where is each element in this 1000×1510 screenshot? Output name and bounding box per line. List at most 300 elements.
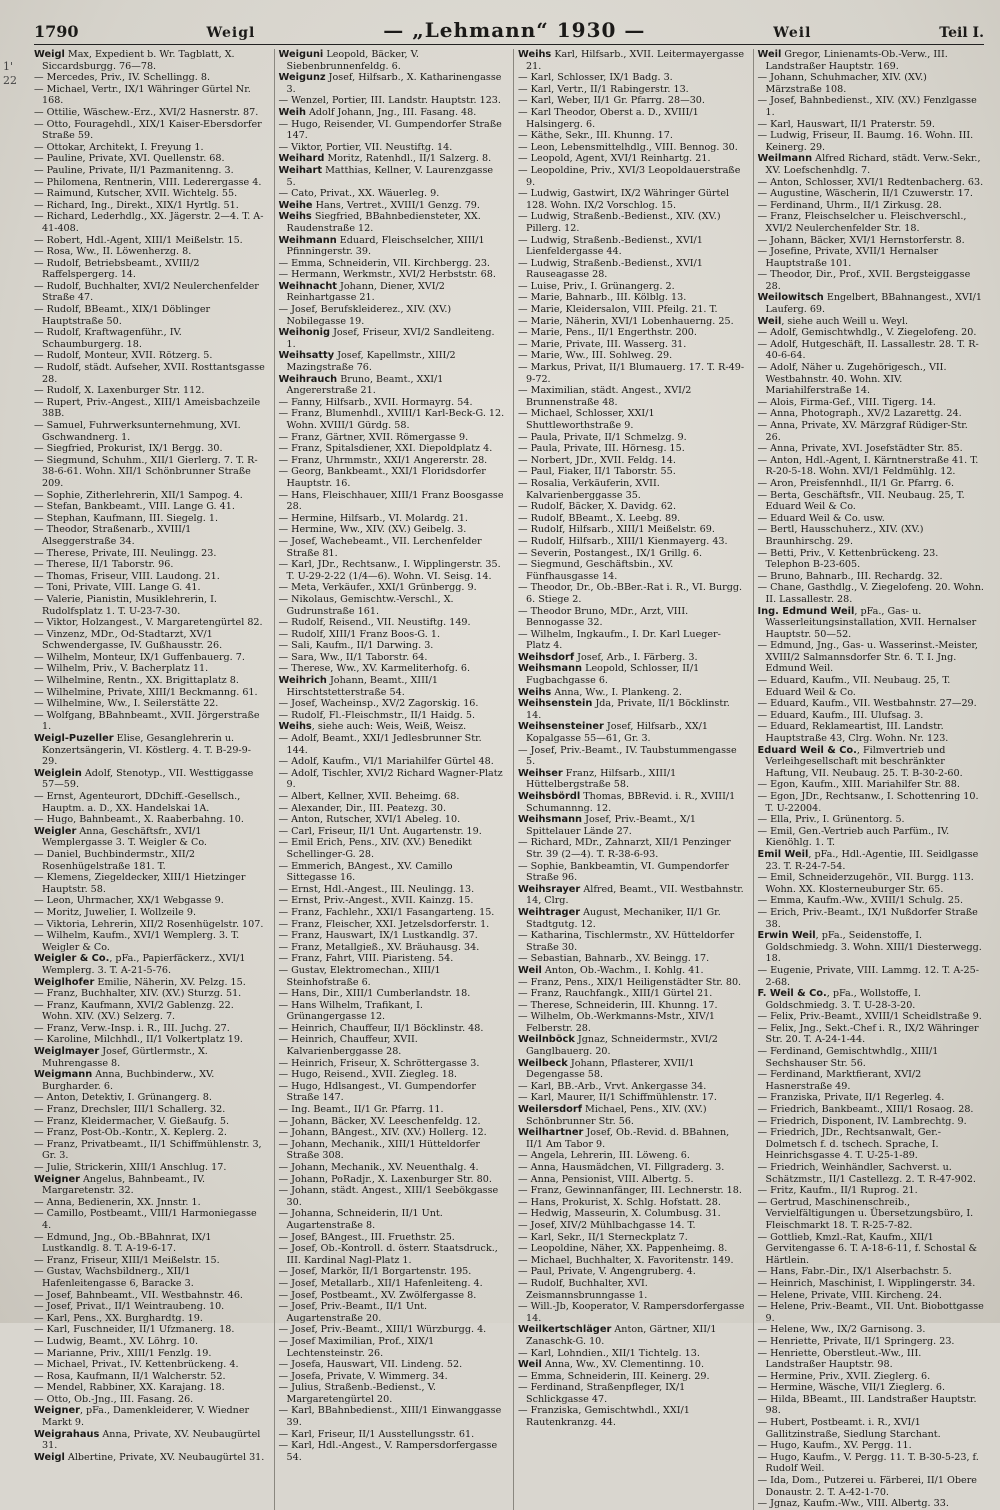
entry-text: — Karl, Vertr., II/1 Rabingerstr. 13. bbox=[518, 83, 689, 95]
entry-text: — Philomena, Rentnerin, VIII. Lederergasse 4. bbox=[34, 176, 262, 188]
entry-text: — Anna, Pensionist, VIII. Albertg. 5. bbox=[518, 1173, 694, 1185]
entry-text: — Ferdinand, Uhrm., II/1 Zirkusg. 28. bbox=[757, 199, 942, 211]
entry-text: — Franz, Verw.-Insp. i. R., III. Juchg. 27. bbox=[34, 1022, 230, 1034]
directory-entry bbox=[34, 1208, 266, 1231]
entry-text: — Siegmund, Schuhm., XII/1 Gierlerg. 7. T. R-38-6-61. Wohn. XII/1 Schönbrunner Straße 209. bbox=[34, 454, 258, 489]
directory-entry bbox=[758, 1092, 985, 1104]
entry-text: — Felix, Jng., Sekt.-Chef i. R., IX/2 Währinger Str. 20. T. A-24-1-44. bbox=[757, 1022, 979, 1046]
column-4 bbox=[753, 49, 985, 1510]
directory-entry bbox=[758, 443, 985, 455]
entry-text: — Leopoldine, Priv., XVI/3 Leopoldauerstraße 9. bbox=[518, 164, 741, 188]
directory-entry bbox=[279, 1116, 506, 1128]
entry-text: — Johann, städt. Angest., XIII/1 Seebökgasse 30. bbox=[278, 1185, 499, 1208]
entry-text: — Anton, Rutscher, XVI/1 Abeleg. 10. bbox=[278, 814, 461, 826]
directory-entry bbox=[758, 153, 985, 176]
directory-entry bbox=[34, 571, 266, 583]
entry-text: — Julie, Strickerin, XIII/1 Anschlug. 17. bbox=[34, 1162, 227, 1173]
entry-text: — Adolf, Tischler, XVI/2 Richard Wagner-Platz 9. bbox=[278, 767, 503, 791]
directory-entry bbox=[279, 119, 506, 142]
entry-text: — Leon, Uhrmacher, XX/1 Webgasse 9. bbox=[34, 895, 224, 907]
directory-entry bbox=[34, 246, 266, 258]
entry-text: — Karl Theodor, Oberst a. D., XVIII/1 Halsingerg. 6. bbox=[518, 106, 699, 130]
directory-entry bbox=[279, 72, 506, 95]
entry-text: — Franz, Metallgieß., XV. Bräuhausg. 34. bbox=[278, 941, 480, 953]
entry-text: — Hugo, Kaufm., V. Pergg. 11. T. B-30-5-23, f. Rudolf Weil. bbox=[757, 1451, 979, 1475]
entry-text: — Gertrud, Maschinenschreib., Vervielfältigungen u. Übersetzungsbüro, I. Fleischmarkt 18. T. R-25-7-82. bbox=[757, 1196, 974, 1231]
entry-text: — Karl, Pens., XX. Burghardtg. 19. bbox=[34, 1312, 203, 1324]
directory-entry bbox=[34, 617, 266, 629]
directory-entry bbox=[518, 95, 745, 107]
directory-entry bbox=[758, 524, 985, 547]
entry-text: — Josef, Privat., II/1 Weintraubeng. 10. bbox=[34, 1301, 225, 1313]
directory-entry bbox=[518, 1324, 745, 1347]
entry-headword: Weiglmayer bbox=[34, 1046, 100, 1058]
directory-entry bbox=[518, 1382, 745, 1405]
directory-entry bbox=[34, 1371, 266, 1383]
directory-entry bbox=[758, 1452, 985, 1475]
directory-entry bbox=[279, 721, 506, 733]
entry-text: — Eduard, Kaufm., III. Ulufsag. 3. bbox=[757, 709, 924, 721]
entry-text: — Emil, Gen.-Vertrieb auch Parfüm., IV. Kienöhlg. 1. T. bbox=[757, 825, 950, 849]
directory-entry bbox=[758, 420, 985, 443]
directory-entry bbox=[34, 1290, 266, 1302]
directory-entry bbox=[279, 455, 506, 467]
entry-text: Siegfried, BBahnbediensteter, XX. Raudenstraße 12. bbox=[286, 211, 481, 234]
directory-entry bbox=[758, 710, 985, 722]
directory-entry bbox=[279, 165, 506, 188]
entry-text: — Meta, Verkäufer., XXI/1 Grünbergg. 9. bbox=[278, 582, 477, 594]
directory-entry bbox=[34, 582, 266, 594]
entry-text: — Leopold, Agent, XVI/1 Reinhartg. 21. bbox=[518, 153, 711, 165]
entry-text: — Josef Maximilian, Prof., XIX/1 Lechtensteinstr. 26. bbox=[278, 1335, 435, 1359]
entry-headword: Weihs bbox=[518, 686, 552, 698]
entry-headword: Weihsenstein bbox=[518, 698, 593, 710]
directory-entry bbox=[758, 1290, 985, 1302]
directory-entry bbox=[758, 490, 985, 513]
entry-text: Josef, Priv.-Beamt., X/1 Spittelauer Lände 27. bbox=[526, 814, 697, 837]
directory-entry bbox=[34, 1452, 266, 1464]
directory-entry bbox=[758, 930, 985, 965]
directory-entry bbox=[279, 965, 506, 988]
entry-text: — Marianne, Priv., XIII/1 Fenzlg. 19. bbox=[34, 1347, 212, 1359]
entry-text: — Karl, Weber, II/1 Gr. Pfarrg. 28—30. bbox=[518, 95, 705, 107]
entry-text: — Anna, Private, XVI. Josefstädter Str. 85. bbox=[757, 443, 963, 455]
directory-entry bbox=[758, 408, 985, 420]
directory-entry bbox=[758, 211, 985, 234]
entry-text: — Rudolf, Hilfsarb., XIII/1 Kienmayerg. 43. bbox=[518, 535, 728, 547]
directory-entry bbox=[758, 826, 985, 849]
directory-entry bbox=[758, 1162, 985, 1185]
directory-entry bbox=[279, 582, 506, 594]
entry-text: , Filmvertrieb und Verleihgesellschaft mit beschränkter Haftung, VII. Neubaug. 25. T. B-30-2-60. bbox=[765, 744, 963, 779]
entry-text: — Valerie, Pianistin, Musiklehrerin, I. Rudolfsplatz 1. T. U-23-7-30. bbox=[34, 593, 217, 617]
directory-entry bbox=[518, 953, 745, 965]
directory-entry bbox=[34, 872, 266, 895]
entry-text: Emilie, Näherin, XV. Pelzg. 15. bbox=[94, 976, 246, 988]
directory-entry bbox=[518, 698, 745, 721]
directory-entry bbox=[34, 1139, 266, 1162]
entry-headword: Weihsatty bbox=[278, 350, 335, 362]
entry-text: — Henriette, Oberstleut.-Ww., III. Landstraßer Hauptstr. 98. bbox=[757, 1347, 922, 1371]
directory-entry bbox=[518, 1185, 745, 1197]
directory-entry bbox=[758, 1440, 985, 1452]
page-title: — „Lehmann“ 1930 — bbox=[383, 18, 646, 42]
directory-entry bbox=[34, 513, 266, 525]
directory-entry bbox=[518, 930, 745, 953]
directory-entry bbox=[518, 1255, 745, 1267]
entry-text: — Rosalia, Verkäuferin, XVII. Kalvarienberggasse 35. bbox=[518, 477, 660, 501]
directory-entry bbox=[279, 490, 506, 513]
directory-entry bbox=[279, 49, 506, 72]
entry-text: Leopold, Bäcker, V. Siebenbrunnenfeldg. 6. bbox=[286, 49, 419, 72]
directory-entry bbox=[518, 142, 745, 154]
directory-entry bbox=[34, 988, 266, 1000]
entry-text: — Ferdinand, Marktfierant, XVI/2 Hasnerstraße 49. bbox=[757, 1069, 922, 1092]
entry-text: — Aron, Preisfennhdl., II/1 Gr. Pfarrg. 6. bbox=[757, 477, 955, 489]
directory-entry bbox=[518, 721, 745, 744]
entry-text: — Anton, Detektiv, I. Grünangerg. 8. bbox=[34, 1092, 212, 1104]
directory-entry bbox=[34, 304, 266, 327]
directory-entry bbox=[34, 849, 266, 872]
entry-text: — Friedrich, JDr., Rechtsanwalt, Ger.-Dolmetsch f. d. tschech. Sprache, I. Heinrichsgasse 4. T. U-25-1-89. bbox=[757, 1127, 942, 1162]
entry-text: — Adolf, Gemischtwhdlg., V. Ziegelofeng. 20. bbox=[757, 327, 977, 339]
entry-text: — Adolf, Näher u. Zugehörigesch., VII. Westbahnstr. 40. Wohn. XIV. Mariahilferstraße 14. bbox=[757, 362, 947, 397]
directory-entry bbox=[279, 188, 506, 200]
directory-entry bbox=[518, 687, 745, 699]
directory-entry bbox=[518, 327, 745, 339]
entry-text: — Karl, JDr., Rechtsanw., I. Wipplingerstr. 35. T. U-29-2-22 (1/4—6). Wohn. VI. Seisg. 14. bbox=[278, 559, 501, 582]
entry-text: — Ludwig, Beamt., XV. Löhrg. 10. bbox=[34, 1335, 198, 1347]
entry-headword: Weiglhofer bbox=[34, 976, 95, 988]
entry-text: — Josef, Berufskleiderez., XIV. (XV.) Nobilegasse 19. bbox=[278, 304, 452, 327]
entry-text: — Angela, Lehrerin, III. Löweng. 6. bbox=[518, 1150, 690, 1162]
directory-entry bbox=[279, 1034, 506, 1057]
directory-entry bbox=[518, 292, 745, 304]
directory-entry bbox=[279, 919, 506, 931]
entry-text: — Hans, Prokurist, X. Schlg. Hofstatt. 28. bbox=[518, 1196, 721, 1208]
entry-text: — Leopoldine, Näher, XX. Pappenheimg. 8. bbox=[518, 1243, 728, 1255]
directory-entry bbox=[518, 536, 745, 548]
directory-entry bbox=[758, 49, 985, 72]
directory-entry bbox=[34, 235, 266, 247]
directory-entry bbox=[518, 1011, 745, 1034]
entry-headword: Weihsensteiner bbox=[518, 721, 604, 733]
entry-text: — Theodor, Straßenarb., XVIII/1 Alseggerstraße 34. bbox=[34, 524, 192, 547]
entry-text: — Ferdinand, Straßenpfleger, IX/1 Schlickgasse 47. bbox=[518, 1382, 686, 1405]
directory-entry bbox=[279, 861, 506, 884]
directory-entry bbox=[34, 1023, 266, 1035]
directory-entry bbox=[279, 1324, 506, 1336]
directory-entry bbox=[279, 1174, 506, 1186]
entry-text: — Stefan, Bankbeamt., VIII. Lange G. 41. bbox=[34, 501, 235, 513]
directory-entry bbox=[34, 698, 266, 710]
entry-text: Albertine, Private, XV. Neubaugürtel 31. bbox=[64, 1451, 265, 1463]
entry-text: — Emma, Kaufm.-Ww., XVIII/1 Schulg. 25. bbox=[757, 895, 964, 907]
directory-entry bbox=[518, 258, 745, 281]
entry-text: — Paula, Private, II/1 Schmelzg. 9. bbox=[518, 431, 687, 443]
entry-text: — Egon, JDr., Rechtsanw., I. Schottenring 10. T. U-22004. bbox=[757, 791, 979, 814]
directory-entry bbox=[758, 791, 985, 814]
directory-entry bbox=[518, 791, 745, 814]
entry-text: — Anton, Hdl.-Agent, I. Kärntnerstraße 41. T. R-20-5-18. Wohn. XVI/1 Feldmühlg. 12. bbox=[757, 454, 979, 478]
directory-entry bbox=[34, 362, 266, 385]
entry-text: — Georg, Bankbeamt., XXI/1 Floridsdorfer Hauptstr. 16. bbox=[278, 466, 486, 489]
entry-text: — Ludwig, Straßenb.-Bedienst., XIV. (XV.) Pillerg. 12. bbox=[518, 211, 721, 234]
directory-entry bbox=[34, 1000, 266, 1023]
directory-entry bbox=[758, 1348, 985, 1371]
entry-text: , pFa., Wollstoffe, I. Goldschmiedg. 3. T. U-28-3-20. bbox=[765, 988, 921, 1011]
directory-entry bbox=[34, 84, 266, 107]
directory-entry bbox=[758, 965, 985, 988]
directory-entry bbox=[758, 177, 985, 189]
entry-text: — Karl, Maurer, II/1 Schiffmühlenstr. 17. bbox=[518, 1092, 717, 1104]
directory-entry bbox=[279, 443, 506, 455]
directory-entry bbox=[758, 675, 985, 698]
directory-entry bbox=[34, 153, 266, 165]
entry-text: Johann, Beamt., XIII/1 Hirschtstetterstraße 54. bbox=[286, 675, 439, 698]
directory-entry bbox=[518, 1371, 745, 1383]
directory-entry bbox=[518, 1348, 745, 1360]
directory-entry bbox=[518, 768, 745, 791]
column-2 bbox=[274, 49, 506, 1510]
entry-text: Anton, Gärtner, XII/1 Zanaschk-G. 10. bbox=[526, 1324, 717, 1347]
directory-entry bbox=[758, 269, 985, 292]
directory-entry bbox=[34, 281, 266, 304]
directory-entry bbox=[34, 119, 266, 142]
entry-headword: Weigner bbox=[34, 1405, 80, 1417]
directory-entry bbox=[34, 490, 266, 502]
entry-text: Alfred Richard, städt. Verw.-Sekr., XV. Loefschenhdlg. 7. bbox=[765, 153, 981, 176]
directory-entry bbox=[34, 177, 266, 189]
entry-text: Moritz, Ratenhdl., II/1 Salzerg. 8. bbox=[324, 153, 492, 165]
entry-text: Josef, Hilfsarb., XX/1 Kopalgasse 55—61, Gr. 3. bbox=[526, 721, 709, 745]
entry-text: — Helene, Private, VIII. Kircheng. 24. bbox=[757, 1289, 942, 1301]
entry-text: — Rudolf, BBeamt., XIX/1 Döblinger Hauptstraße 50. bbox=[34, 304, 211, 327]
entry-text: Karl, Hilfsarb., XVII. Leitermayergasse 21. bbox=[526, 49, 745, 72]
entry-text: — Norbert, JDr., XVII. Feldg. 14. bbox=[518, 454, 676, 466]
directory-entry bbox=[34, 710, 266, 733]
directory-entry bbox=[34, 165, 266, 177]
entry-text: , siehe auch: Weis, Weiß, Weisz. bbox=[311, 721, 467, 733]
directory-entry bbox=[279, 594, 506, 617]
entry-text: — Emmerich, BAngest., XV. Camillo Sittegasse 16. bbox=[278, 860, 453, 884]
entry-text: Anton, Ob.-Wachm., I. Kohlg. 41. bbox=[541, 964, 704, 976]
directory-entry bbox=[279, 153, 506, 165]
part-label: Teil I. bbox=[939, 25, 984, 41]
directory-entry bbox=[279, 304, 506, 327]
entry-text: — Hubert, Postbeamt. i. R., XVI/1 Gallitzinstraße, Siedlung Starchant. bbox=[757, 1417, 941, 1440]
entry-text: — Helene, Priv.-Beamt., VII. Unt. Biobottgasse 9. bbox=[757, 1301, 984, 1324]
entry-text: — Henriette, Private, II/1 Springerg. 23. bbox=[757, 1335, 955, 1347]
directory-entry bbox=[758, 478, 985, 490]
margin-marks: 1' 22 bbox=[3, 60, 17, 87]
entry-text: — Gustav, Wachsbildnerg., XII/1 Hafenleitengasse 6, Baracke 3. bbox=[34, 1266, 194, 1289]
entry-text: — Heinrich, Friseur, X. Schröttergasse 3. bbox=[278, 1057, 480, 1069]
directory-columns bbox=[34, 49, 984, 1510]
directory-entry bbox=[279, 710, 506, 722]
left-running-head: Weigl bbox=[206, 25, 256, 41]
entry-text: — Ida, Dom., Putzerei u. Färberei, II/1 Obere Donaustr. 2. T. A-42-1-70. bbox=[757, 1475, 977, 1498]
entry-text: — Fanny, Hilfsarb., XVII. Hormayrg. 54. bbox=[278, 396, 473, 408]
directory-entry bbox=[518, 548, 745, 560]
directory-entry bbox=[279, 1127, 506, 1139]
entry-text: — Pauline, Private, II/1 Pazmanitenng. 3. bbox=[34, 164, 234, 176]
entry-text: Matthias, Kellner, V. Laurenzgasse 5. bbox=[286, 164, 494, 188]
directory-entry bbox=[34, 385, 266, 397]
entry-headword: Weihsmann bbox=[518, 663, 583, 675]
entry-text: — Albert, Kellner, XVII. Beheimg. 68. bbox=[278, 791, 460, 802]
entry-text: — Theodor, Dr., Ob.-BBer.-Rat i. R., VI. Burgg. 6. Stiege 2. bbox=[518, 582, 743, 605]
entry-text: — Viktor, Portier, VII. Neustiftg. 14. bbox=[278, 141, 453, 153]
directory-entry bbox=[279, 211, 506, 234]
entry-text: — Michael, Vertr., IX/1 Währinger Gürtel Nr. 168. bbox=[34, 83, 251, 107]
directory-entry bbox=[34, 895, 266, 907]
entry-text: — Johann, BAngest., XIV. (XV.) Hollerg. 12. bbox=[278, 1127, 487, 1139]
entry-headword: Weilowitsch bbox=[757, 292, 824, 304]
entry-text: — Josef, Markör, II/1 Borgartenstr. 195. bbox=[278, 1266, 472, 1278]
entry-text: — Leon, Lebensmittelhdlg., VIII. Bennog. 30. bbox=[518, 141, 738, 153]
entry-text: — Toni, Private, VIII. Lange G. 41. bbox=[34, 582, 201, 594]
entry-text: — Paula, Private, III. Hörnesg. 15. bbox=[518, 443, 685, 455]
entry-text: — Katharina, Tischlermstr., XV. Hütteldorfer Straße 30. bbox=[518, 930, 735, 953]
page-number: 1790 bbox=[34, 22, 79, 41]
entry-text: — Rosa, Kaufmann, II/1 Walcherstr. 52. bbox=[34, 1370, 226, 1382]
entry-text: — Josefine, Private, XVII/1 Hernalser Hauptstraße 101. bbox=[757, 246, 939, 269]
directory-entry bbox=[518, 606, 745, 629]
directory-entry bbox=[518, 466, 745, 478]
entry-headword: Weilbeck bbox=[518, 1057, 568, 1069]
entry-text: Engelbert, BBahnangest., XVI/1 Lauferg. 69. bbox=[765, 292, 982, 316]
entry-text: — Siegmund, Geschäftsbin., XV. Fünfhausgasse 14. bbox=[518, 559, 674, 582]
directory-entry bbox=[34, 663, 266, 675]
entry-text: — Franz, Post-Ob.-Kontr., X. Keplerg. 2. bbox=[34, 1127, 227, 1139]
entry-text: — Marie, Private, III. Wasserg. 31. bbox=[518, 338, 687, 350]
directory-entry bbox=[518, 1081, 745, 1093]
entry-text: — Franz, Uhrmmstr., XXI/1 Angererstr. 28. bbox=[278, 454, 488, 466]
entry-text: Thomas, BBRevid. i. R., XVIII/1 Schumannng. 12. bbox=[526, 791, 736, 814]
entry-text: Hans, Vertret., XVIII/1 Genzg. 79. bbox=[312, 199, 480, 211]
entry-text: Josef, Gürtlermstr., X. Muhrengasse 8. bbox=[42, 1046, 208, 1069]
directory-entry bbox=[279, 1429, 506, 1441]
directory-entry bbox=[279, 1232, 506, 1244]
entry-text: — Josef, Metallarb., XII/1 Hafenleiteng. 4. bbox=[278, 1277, 483, 1289]
entry-text: — Michael, Privat., IV. Kettenbrückeng. 4. bbox=[34, 1359, 239, 1371]
directory-entry bbox=[279, 756, 506, 768]
directory-entry bbox=[518, 316, 745, 328]
entry-text: — Wilhelm, Priv., V. Bacherplatz 11. bbox=[34, 663, 209, 675]
directory-entry bbox=[518, 304, 745, 316]
directory-entry bbox=[518, 977, 745, 989]
entry-text: — Josef, Priv.-Beamt., II/1 Unt. Augartenstraße 20. bbox=[278, 1301, 428, 1324]
entry-text: — Eugenie, Private, VIII. Lammg. 12. T. A-25-2-68. bbox=[757, 964, 979, 988]
directory-entry bbox=[34, 1266, 266, 1289]
entry-text: — Franz, Fachlehr., XXI/1 Fasangarteng. 15. bbox=[278, 906, 495, 918]
directory-entry bbox=[518, 1220, 745, 1232]
entry-text: — Rudolf, städt. Aufseher, XVII. Rosttantsgasse 28. bbox=[34, 362, 265, 385]
entry-headword: Weigl bbox=[34, 1451, 65, 1463]
directory-entry bbox=[34, 687, 266, 699]
directory-entry bbox=[518, 1162, 745, 1174]
directory-entry bbox=[518, 559, 745, 582]
entry-text: — Wilhelmine, Rentn., XX. Brigittaplatz 8. bbox=[34, 675, 239, 687]
directory-entry bbox=[518, 837, 745, 860]
directory-entry bbox=[758, 1498, 985, 1510]
directory-entry bbox=[758, 455, 985, 478]
directory-entry bbox=[279, 698, 506, 710]
entry-text: — Ella, Priv., I. Grünentorg. 5. bbox=[757, 814, 905, 826]
directory-entry bbox=[758, 1394, 985, 1417]
directory-entry bbox=[34, 1046, 266, 1069]
directory-entry bbox=[34, 1104, 266, 1116]
entry-text: — Helene, Ww., IX/2 Garnisong. 3. bbox=[757, 1324, 926, 1336]
entry-text: — Alois, Firma-Gef., VIII. Tigerg. 14. bbox=[757, 396, 936, 408]
entry-text: — Hugo, Reisend., XVII. Ziegleg. 18. bbox=[278, 1069, 457, 1081]
directory-entry bbox=[518, 1301, 745, 1324]
directory-entry bbox=[758, 1382, 985, 1394]
directory-entry bbox=[758, 292, 985, 315]
entry-text: August, Mechaniker, II/1 Gr. Stadtgutg. 12. bbox=[526, 906, 721, 930]
entry-text: — Augustine, Wäscherin, II/1 Czuwerstr. 17. bbox=[757, 188, 973, 200]
entry-text: — Josefa, Hauswart, VII. Lindeng. 52. bbox=[278, 1359, 463, 1371]
entry-text: — Thomas, Friseur, VIII. Laudong. 21. bbox=[34, 570, 220, 582]
entry-text: — Franziska, Gemischtwhdl., XXI/1 Rautenkranzg. 44. bbox=[518, 1405, 690, 1429]
directory-entry bbox=[518, 1266, 745, 1278]
directory-entry bbox=[518, 107, 745, 130]
entry-text: — Johann, Schuhmacher, XIV. (XV.) Märzstraße 108. bbox=[757, 72, 927, 95]
directory-entry bbox=[758, 513, 985, 525]
entry-text: — Otto, Ob.-Jng., III. Fasang. 26. bbox=[34, 1393, 194, 1405]
directory-entry bbox=[758, 316, 985, 328]
entry-text: — Mendel, Rabbiner, XX. Karajang. 18. bbox=[34, 1382, 225, 1394]
entry-text: — Rudolf, BBeamt., X. Leebg. 89. bbox=[518, 512, 681, 524]
entry-text: Gregor, Linienamts-Ob.-Verw., III. Landstraßer Hauptstr. 169. bbox=[765, 49, 948, 72]
directory-entry bbox=[518, 408, 745, 431]
entry-headword: Weigler & Co. bbox=[34, 953, 110, 965]
entry-text: — Karl, Hdl.-Angest., V. Rampersdorfergasse 54. bbox=[278, 1440, 498, 1463]
directory-entry bbox=[758, 1011, 985, 1023]
entry-headword: Weihonig bbox=[278, 327, 331, 339]
directory-entry bbox=[518, 49, 745, 72]
entry-text: — Franz, Buchhalter, XIV. (XV.) Sturzg. 51. bbox=[34, 988, 242, 1000]
directory-entry bbox=[34, 72, 266, 84]
entry-text: — Therese, Schneiderin, III. Khunng. 17. bbox=[518, 999, 718, 1011]
right-running-head: Weil bbox=[773, 25, 812, 41]
directory-entry bbox=[758, 814, 985, 826]
entry-headword: Weigunz bbox=[278, 72, 326, 84]
entry-text: Anna, Private, XV. Neubaugürtel 31. bbox=[42, 1428, 261, 1452]
entry-text: — Heinrich, Maschinist, I. Wipplingerstr. 34. bbox=[757, 1277, 976, 1289]
directory-entry bbox=[279, 826, 506, 838]
entry-text: , pFa., Damenkleiderer, V. Wiedner Markt 9. bbox=[42, 1405, 250, 1429]
entry-text: — Franz, Hauswart, IX/1 Lustkandlg. 37. bbox=[278, 930, 478, 942]
entry-text: — Josef, Wacheinsp., XV/2 Zagorskig. 16. bbox=[278, 698, 479, 710]
entry-text: — Egon, Kaufm., XIII. Mariahilfer Str. 88. bbox=[757, 779, 960, 791]
entry-text: — Richard, Ing., Direkt., XIX/1 Hyrtlg. 51. bbox=[34, 199, 239, 211]
entry-text: — Wilhelm, Monteur, IX/1 Guffenbauerg. 7. bbox=[34, 651, 245, 663]
directory-entry bbox=[279, 791, 506, 803]
directory-entry bbox=[34, 814, 266, 826]
directory-entry bbox=[758, 872, 985, 895]
directory-entry bbox=[758, 327, 985, 339]
directory-entry bbox=[758, 1069, 985, 1092]
entry-text: — Michael, Schlosser, XXI/1 Shuttleworthstraße 9. bbox=[518, 408, 655, 431]
entry-text: Leopold, Schlosser, II/1 Fugbachgasse 6. bbox=[526, 663, 700, 687]
directory-entry bbox=[34, 768, 266, 791]
entry-text: — Rudolf, Bäcker, X. Davidg. 62. bbox=[518, 501, 677, 513]
entry-text: — Ludwig, Straßenb.-Bedienst., XVI/1 Rauseagasse 28. bbox=[518, 257, 703, 281]
directory-entry bbox=[518, 501, 745, 513]
entry-text: — Adolf, Beamt., XXI/1 Jedlesbrunner Str. 144. bbox=[278, 733, 482, 756]
